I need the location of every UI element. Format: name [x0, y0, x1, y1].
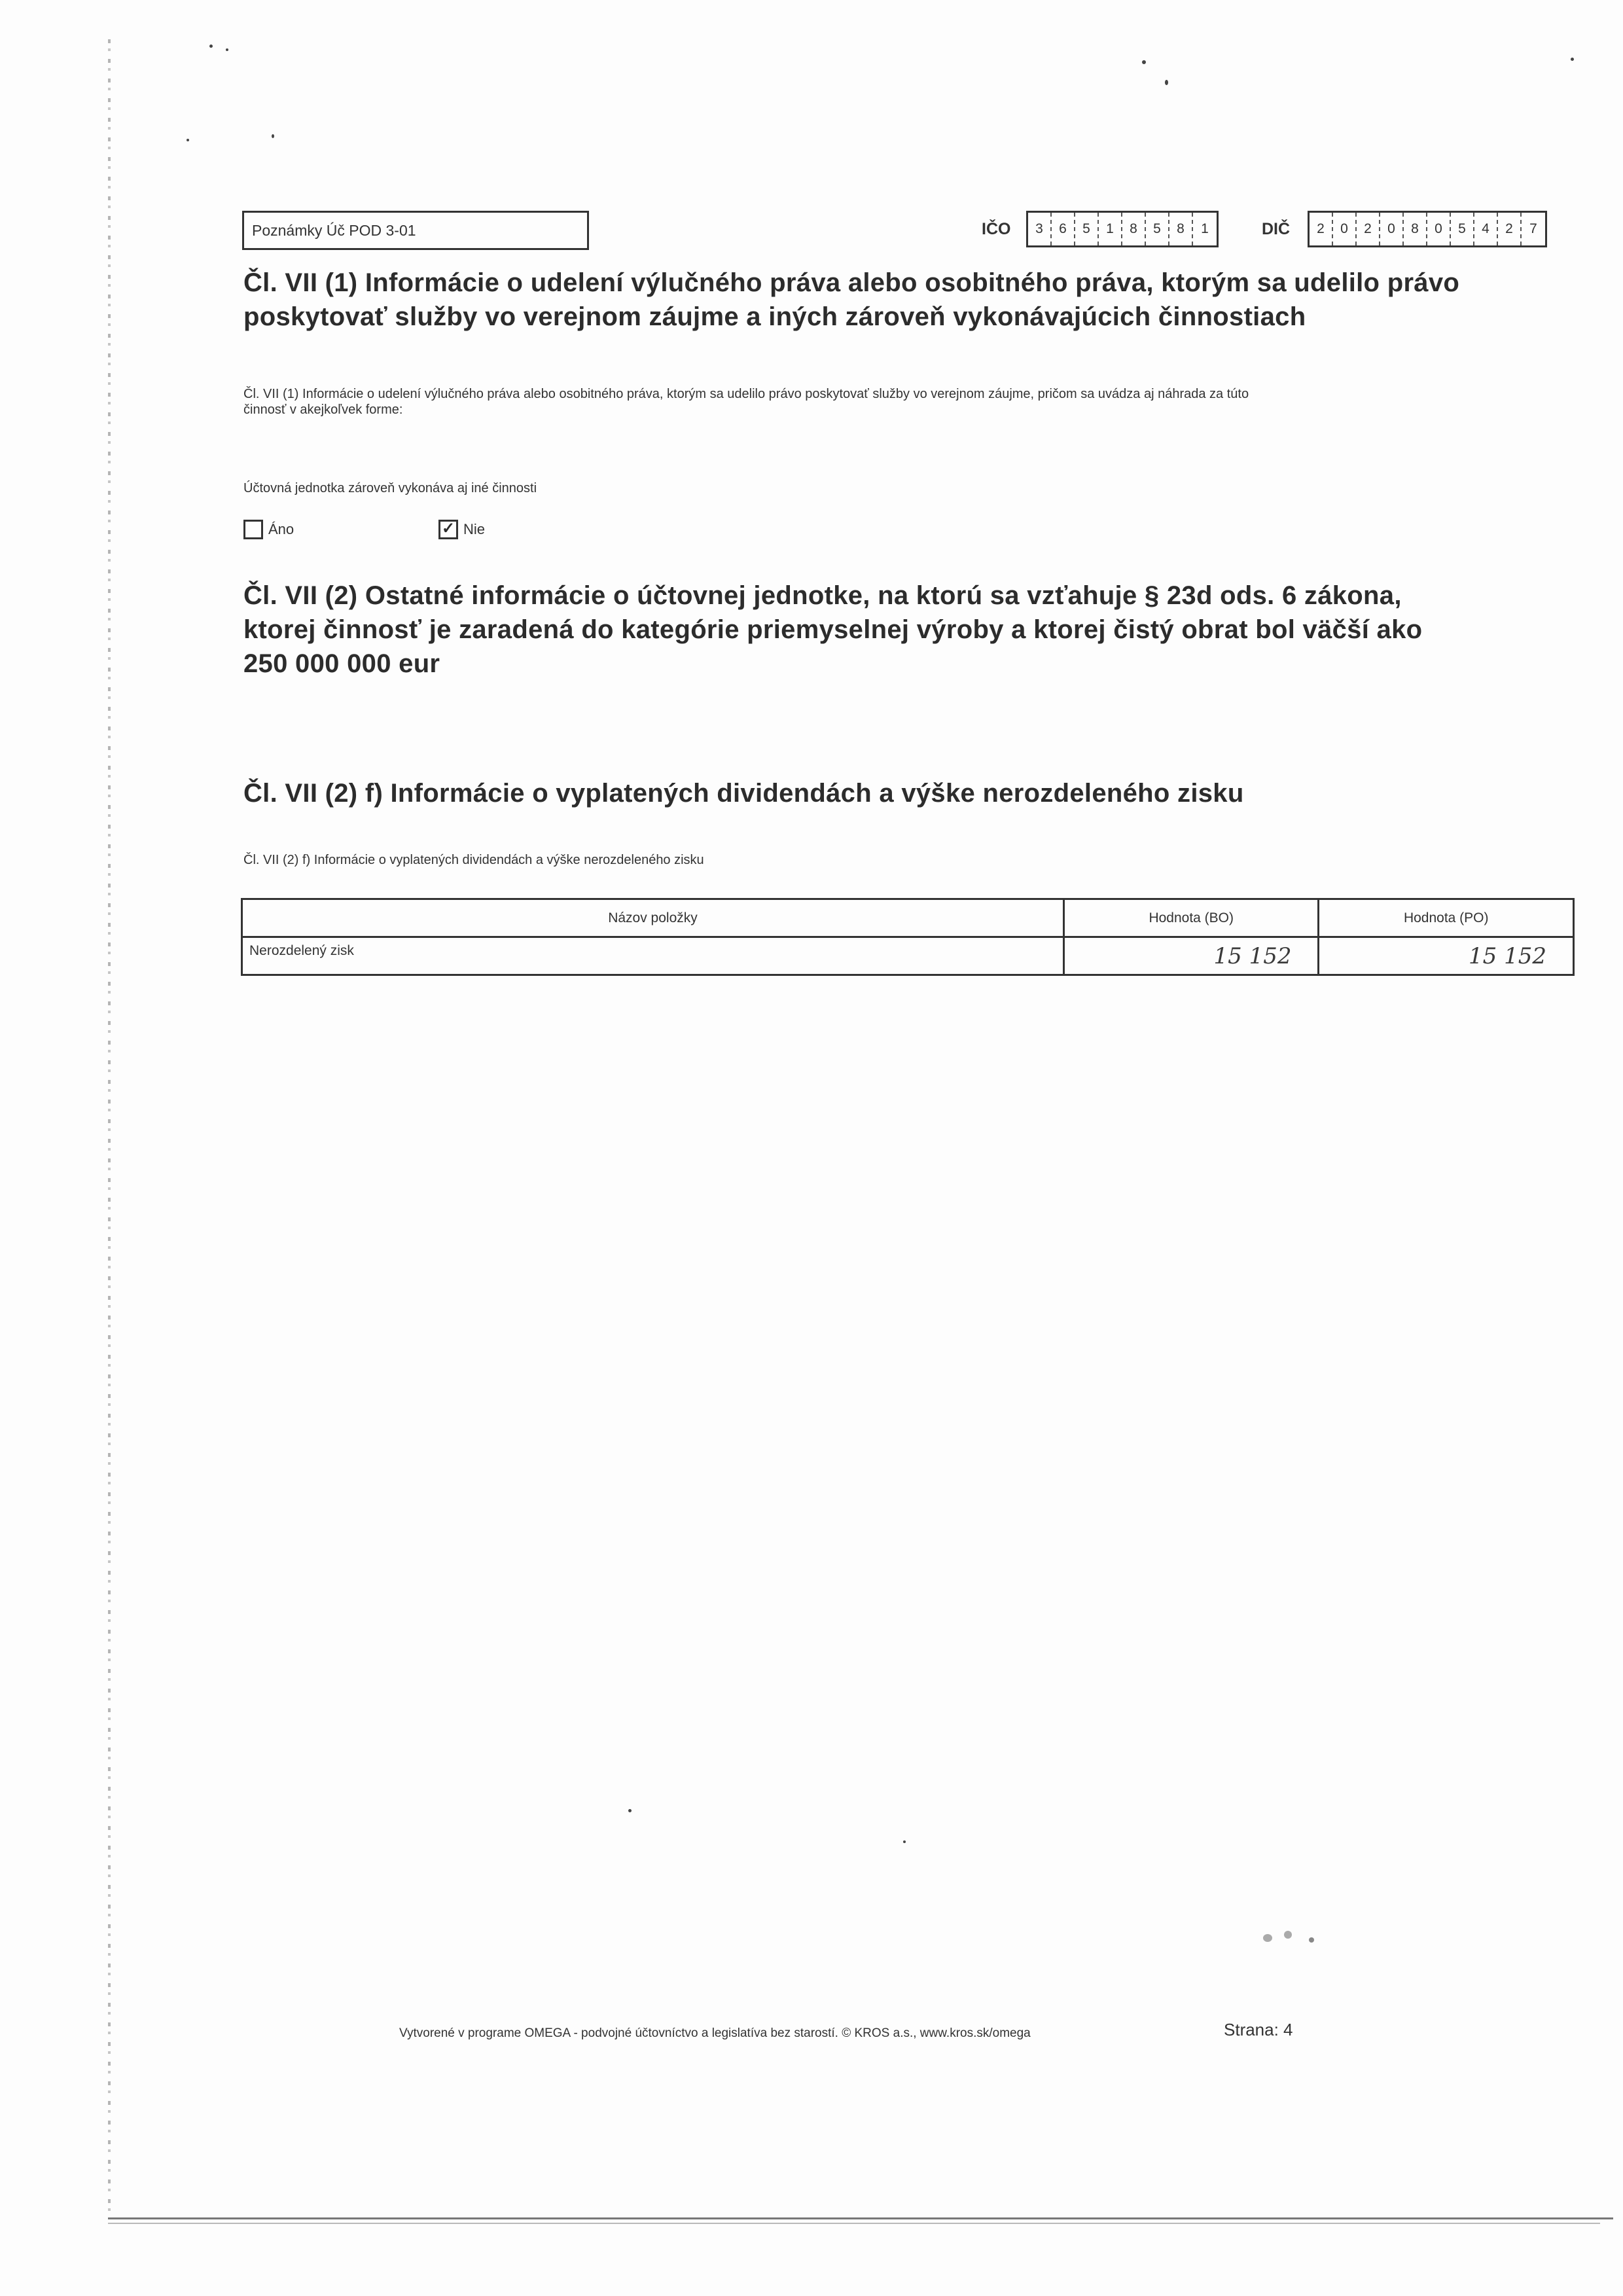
ico-label: IČO — [982, 220, 1011, 238]
table-header-row — [242, 899, 1574, 937]
scan-speck — [209, 45, 213, 48]
dic-digit: 2 — [1357, 213, 1380, 245]
ico-digit: 8 — [1169, 213, 1193, 245]
section1-title-line2: poskytovať služby vo verejnom záujme a iných zároveň vykonávajúcich činnostiach — [243, 302, 1306, 331]
ico-digit: 3 — [1028, 213, 1052, 245]
column-header-value-bo: Hodnota (BO) — [1063, 899, 1319, 937]
dic-digit: 0 — [1380, 213, 1404, 245]
scan-speck — [187, 139, 189, 141]
scan-speck — [628, 1809, 632, 1812]
scan-speck — [1263, 1934, 1272, 1942]
ico-digit: 1 — [1099, 213, 1122, 245]
section3-subtitle: Čl. VII (2) f) Informácie o vyplatených dividendách a výške nerozdeleného zisku — [243, 853, 704, 867]
dic-digit: 7 — [1529, 221, 1537, 236]
ico-digit: 5 — [1146, 213, 1169, 245]
section3-title: Čl. VII (2) f) Informácie o vyplatených dividendách a výške nerozdeleného zisku — [243, 779, 1244, 808]
column-header-item-name: Názov položky — [242, 899, 1064, 937]
ico-digit: 1 — [1201, 221, 1209, 236]
footer-credit: Vytvorené v programe OMEGA - podvojné účtovníctvo a legislatíva bez starostí. © KROS a.s., www.kros.sk/omega — [399, 2026, 1031, 2040]
dic-digit: 8 — [1404, 213, 1427, 245]
scan-speck — [1165, 80, 1168, 85]
section1-note-line2: činnosť v akejkoľvek forme: — [243, 403, 403, 417]
section1-title-line1: Čl. VII (1) Informácie o udelení výlučného práva alebo osobitného práva, ktorým sa udelilo právo — [243, 268, 1460, 297]
dic-digit: 4 — [1474, 213, 1498, 245]
scan-speck — [272, 134, 274, 138]
page-number: Strana: 4 — [1224, 2020, 1293, 2039]
scan-edge-bottom-secondary — [108, 2223, 1600, 2224]
row-item-name: Nerozdelený zisk — [242, 937, 1064, 975]
ico-digit: 6 — [1052, 213, 1075, 245]
yes-checkbox[interactable] — [243, 520, 263, 539]
section1-note-line1: Čl. VII (1) Informácie o udelení výlučného práva alebo osobitného práva, ktorým sa udelilo právo poskytovať služby vo verejnom záujme, pričom sa uvádza aj náhrada za túto — [243, 387, 1249, 401]
no-checkbox[interactable]: ✓ — [438, 520, 458, 539]
scan-speck — [226, 48, 228, 51]
no-label: Nie — [463, 521, 486, 537]
scan-edge-bottom — [108, 2217, 1613, 2219]
ico-digit-boxes — [1026, 211, 1219, 247]
scan-speck — [1142, 60, 1146, 64]
dividends-table — [241, 898, 1575, 976]
dic-digit: 2 — [1310, 213, 1333, 245]
scan-speck — [903, 1840, 906, 1843]
activity-question: Účtovná jednotka zároveň vykonáva aj iné činnosti — [243, 481, 537, 495]
yes-label: Áno — [268, 521, 294, 537]
row-value-po: 15 152 — [1319, 937, 1574, 975]
dic-digit: 2 — [1498, 213, 1522, 245]
scan-speck — [1571, 58, 1574, 61]
section2-title-line2: ktorej činnosť je zaradená do kategórie priemyselnej výroby a ktorej čistý obrat bol väčší ako — [243, 615, 1423, 644]
scan-speck — [1284, 1931, 1292, 1939]
scan-edge-left — [108, 39, 111, 2219]
section2-title-line1: Čl. VII (2) Ostatné informácie o účtovnej jednotke, na ktorú sa vzťahuje § 23d ods. 6 zákona, — [243, 581, 1402, 610]
dic-digit: 0 — [1427, 213, 1451, 245]
column-header-value-po: Hodnota (PO) — [1319, 899, 1574, 937]
dic-digit-boxes — [1308, 211, 1547, 247]
scan-speck — [1309, 1937, 1314, 1943]
row-value-bo: 15 152 — [1063, 937, 1319, 975]
dic-digit: 0 — [1333, 213, 1357, 245]
ico-digit: 5 — [1075, 213, 1099, 245]
ico-digit: 8 — [1122, 213, 1146, 245]
table-row — [242, 937, 1574, 975]
section2-title-line3: 250 000 000 eur — [243, 649, 440, 678]
form-code-box: Poznámky Úč POD 3-01 — [242, 211, 589, 250]
dic-digit: 5 — [1451, 213, 1474, 245]
dic-label: DIČ — [1262, 220, 1291, 238]
